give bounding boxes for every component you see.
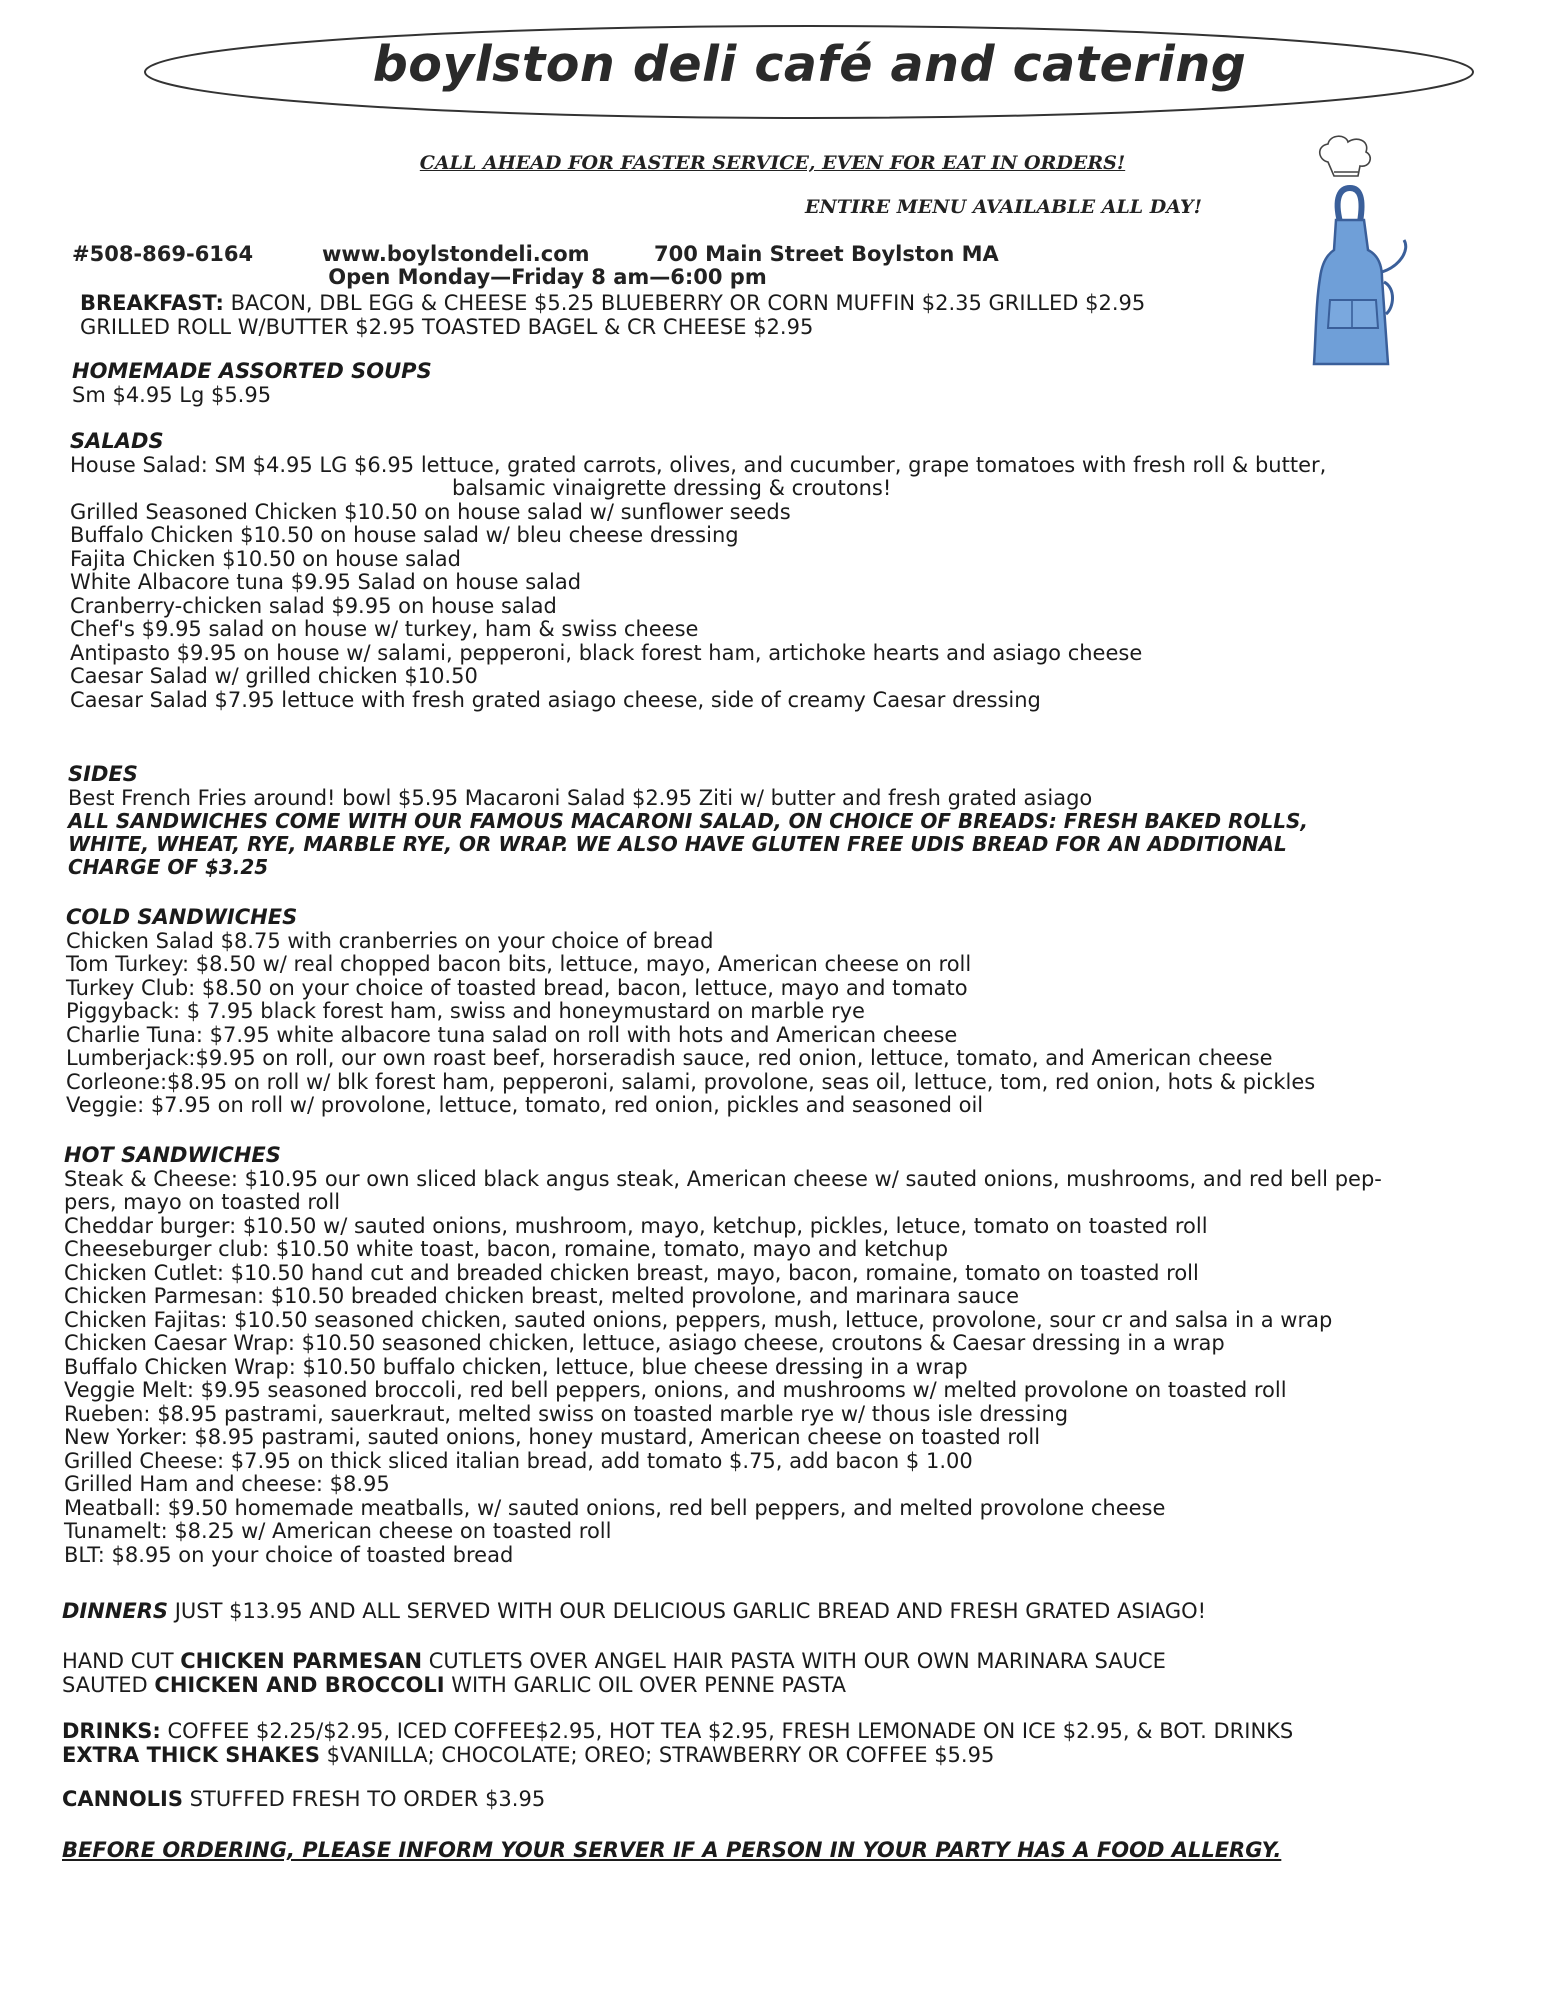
hot-sandwich-item: Cheeseburger club: $10.50 white toast, bacon, romaine, tomato, mayo and ketchup: [64, 1237, 949, 1261]
cold-sandwich-item: Veggie: $7.95 on roll w/ provolone, lettuce, tomato, red onion, pickles and seasoned oil: [66, 1093, 984, 1117]
hot-sandwich-item: Rueben: $8.95 pastrami, sauerkraut, melted swiss on toasted marble rye w/ thous isle dressing: [64, 1401, 1069, 1426]
cold-sandwich-item: Tom Turkey: $8.50 w/ real chopped bacon bits, lettuce, mayo, American cheese on roll: [66, 952, 972, 976]
cannolis-label: CANNOLIS: [62, 1787, 183, 1811]
call-ahead-notice: CALL AHEAD FOR FASTER SERVICE, EVEN FOR EAT IN ORDERS!: [419, 152, 1126, 174]
breakfast-line-2: GRILLED ROLL W/BUTTER $2.95 TOASTED BAGEL & CR CHEESE $2.95: [80, 314, 814, 339]
dinner-items: [62, 1650, 1166, 1697]
hot-sandwich-item: Cheddar burger: $10.50 w/ sauted onions, mushroom, mayo, ketchup, pickles, letuce, tomato on toasted roll: [64, 1213, 1208, 1238]
hot-sandwich-item: Steak & Cheese: $10.95 our own sliced black angus steak, American cheese w/ sauted onions, mushrooms, and red bell pep-: [64, 1166, 1382, 1191]
hot-sandwich-item: Grilled Ham and cheese: $8.95: [64, 1472, 390, 1496]
hot-sandwiches-section: [64, 1144, 1382, 1567]
drinks-line: DRINKS: COFFEE $2.25/$2.95, ICED COFFEE$2.95, HOT TEA $2.95, FRESH LEMONADE ON ICE $2.95, & BOT. DRINKS: [62, 1719, 1294, 1743]
hot-sandwiches-heading: HOT SANDWICHES: [64, 1143, 281, 1167]
hot-sandwich-item: BLT: $8.95 on your choice of toasted bread: [64, 1542, 514, 1567]
shakes-line: EXTRA THICK SHAKES $VANILLA; CHOCOLATE; OREO; STRAWBERRY OR COFFEE $5.95: [62, 1742, 995, 1767]
sandwich-note-3: CHARGE OF $3.25: [68, 855, 269, 879]
cold-sandwich-item: Lumberjack:$9.95 on roll, our own roast beef, horseradish sauce, red onion, lettuce, tomato, and American cheese: [66, 1046, 1273, 1070]
breakfast-label: BREAKFAST:: [80, 291, 224, 315]
shakes-label: EXTRA THICK SHAKES: [62, 1742, 320, 1767]
hot-sandwich-item: Chicken Fajitas: $10.50 seasoned chicken, sauted onions, peppers, mush, lettuce, provolone, sour cr and salsa in a wrap: [64, 1307, 1333, 1332]
hot-sandwich-item: Meatball: $9.50 homemade meatballs, w/ sauted onions, red bell peppers, and melted provolone cheese: [64, 1495, 1166, 1520]
dinners-label: DINNERS: [62, 1599, 169, 1623]
salad-item: Fajita Chicken $10.50 on house salad: [70, 546, 461, 571]
hot-sandwich-item: Chicken Cutlet: $10.50 hand cut and breaded chicken breast, mayo, bacon, romaine, tomato on toasted roll: [64, 1260, 1199, 1285]
breakfast-line-1: BREAKFAST: BACON, DBL EGG & CHEESE $5.25 BLUEBERRY OR CORN MUFFIN $2.35 GRILLED $2.95: [80, 291, 1146, 315]
title-banner: [142, 22, 1477, 122]
chef-apron-icon: [1300, 132, 1420, 372]
hot-sandwich-item: pers, mayo on toasted roll: [64, 1190, 341, 1214]
cannolis-line: CANNOLIS STUFFED FRESH TO ORDER $3.95: [62, 1787, 546, 1811]
phone-number: #508-869-6164: [72, 242, 254, 266]
page-title: boylston deli café and catering: [372, 36, 1247, 93]
soups-heading: HOMEMADE ASSORTED SOUPS: [72, 359, 432, 383]
cold-sandwiches-section: [66, 906, 1315, 1118]
cold-sandwich-item: Turkey Club: $8.50 on your choice of toasted bread, bacon, lettuce, mayo and tomato: [66, 975, 968, 1000]
salad-item: Antipasto $9.95 on house w/ salami, pepperoni, black forest ham, artichoke hearts and asiago cheese: [70, 640, 1143, 665]
sandwich-note-1: ALL SANDWICHES COME WITH OUR FAMOUS MACARONI SALAD, ON CHOICE OF BREADS: FRESH BAKED ROLLS,: [68, 809, 1308, 833]
address: 700 Main Street Boylston MA: [654, 242, 999, 266]
sandwich-note-2: WHITE, WHEAT, RYE, MARBLE RYE, OR WRAP. WE ALSO HAVE GLUTEN FREE UDIS BREAD FOR AN ADDITIONAL: [68, 832, 1287, 856]
sides-heading: SIDES: [68, 762, 138, 786]
cold-sandwich-item: Corleone:$8.95 on roll w/ blk forest ham, pepperoni, salami, provolone, seas oil, lettuce, tom, red onion, hots & pickles: [66, 1069, 1316, 1094]
hot-sandwich-item: Chicken Parmesan: $10.50 breaded chicken breast, melted provolone, and marinara sauce: [64, 1284, 1020, 1308]
opening-hours: Open Monday—Friday 8 am—6:00 pm: [328, 265, 767, 289]
salad-item: Chef's $9.95 salad on house w/ turkey, ham & swiss cheese: [70, 617, 699, 641]
sides-line: Best French Fries around! bowl $5.95 Macaroni Salad $2.95 Ziti w/ butter and fresh grated asiago: [68, 785, 1093, 810]
hot-sandwich-item: Grilled Cheese: $7.95 on thick sliced italian bread, add tomato $.75, add bacon $ 1.00: [64, 1448, 973, 1473]
website-link[interactable]: www.boylstondeli.com: [322, 242, 590, 266]
soups-section: [72, 360, 432, 407]
entire-menu-notice: ENTIRE MENU AVAILABLE ALL DAY!: [805, 196, 1202, 218]
sides-section: [68, 763, 1308, 879]
salad-item: Buffalo Chicken $10.50 on house salad w/ bleu cheese dressing: [70, 523, 739, 547]
cold-sandwich-item: Piggyback: $ 7.95 black forest ham, swiss and honeymustard on marble rye: [66, 999, 865, 1023]
hot-sandwich-item: New Yorker: $8.95 pastrami, sauted onions, honey mustard, American cheese on toasted roll: [64, 1425, 1041, 1449]
salad-house: House Salad: SM $4.95 LG $6.95 lettuce, grated carrots, olives, and cucumber, grape tomatoes with fresh roll & butter,: [70, 452, 1327, 477]
drinks-section: [62, 1720, 1293, 1767]
dinner-item-1: HAND CUT CHICKEN PARMESAN CUTLETS OVER ANGEL HAIR PASTA WITH OUR OWN MARINARA SAUCE: [62, 1649, 1166, 1673]
salad-house-cont: balsamic vinaigrette dressing & croutons!: [452, 476, 892, 500]
hot-sandwich-item: Chicken Caesar Wrap: $10.50 seasoned chicken, lettuce, asiago cheese, croutons & Caesar dressing in a wrap: [64, 1331, 1225, 1355]
hot-sandwich-item: Buffalo Chicken Wrap: $10.50 buffalo chicken, lettuce, blue cheese dressing in a wrap: [64, 1354, 968, 1379]
dinner-item-2: SAUTED CHICKEN AND BROCCOLI WITH GARLIC OIL OVER PENNE PASTA: [62, 1672, 847, 1697]
salads-heading: SALADS: [70, 429, 164, 453]
soups-prices: Sm $4.95 Lg $5.95: [72, 382, 272, 407]
allergy-notice: BEFORE ORDERING, PLEASE INFORM YOUR SERVER IF A PERSON IN YOUR PARTY HAS A FOOD ALLERGY.: [62, 1838, 1282, 1862]
cold-sandwich-item: Charlie Tuna: $7.95 white albacore tuna salad on roll with hots and American cheese: [66, 1022, 958, 1047]
dinners-line: DINNERS JUST $13.95 AND ALL SERVED WITH OUR DELICIOUS GARLIC BREAD AND FRESH GRATED ASIAGO!: [62, 1599, 1207, 1623]
salad-item: Grilled Seasoned Chicken $10.50 on house salad w/ sunflower seeds: [70, 499, 791, 524]
drinks-label: DRINKS:: [62, 1719, 161, 1743]
hot-sandwich-item: Veggie Melt: $9.95 seasoned broccoli, red bell peppers, onions, and mushrooms w/ melted provolone on toasted roll: [64, 1378, 1287, 1402]
cold-sandwich-item: Chicken Salad $8.75 with cranberries on your choice of bread: [66, 928, 714, 953]
hot-sandwich-item: Tunamelt: $8.25 w/ American cheese on toasted roll: [64, 1519, 612, 1543]
salad-item: White Albacore tuna $9.95 Salad on house salad: [70, 570, 582, 594]
salad-item: Caesar Salad w/ grilled chicken $10.50: [70, 664, 478, 688]
breakfast-section: [80, 292, 1145, 339]
salad-item: Cranberry-chicken salad $9.95 on house salad: [70, 593, 557, 618]
salad-item: Caesar Salad $7.95 lettuce with fresh grated asiago cheese, side of creamy Caesar dressing: [70, 687, 1041, 712]
cold-sandwiches-heading: COLD SANDWICHES: [66, 905, 298, 929]
salads-section: [70, 430, 1326, 712]
